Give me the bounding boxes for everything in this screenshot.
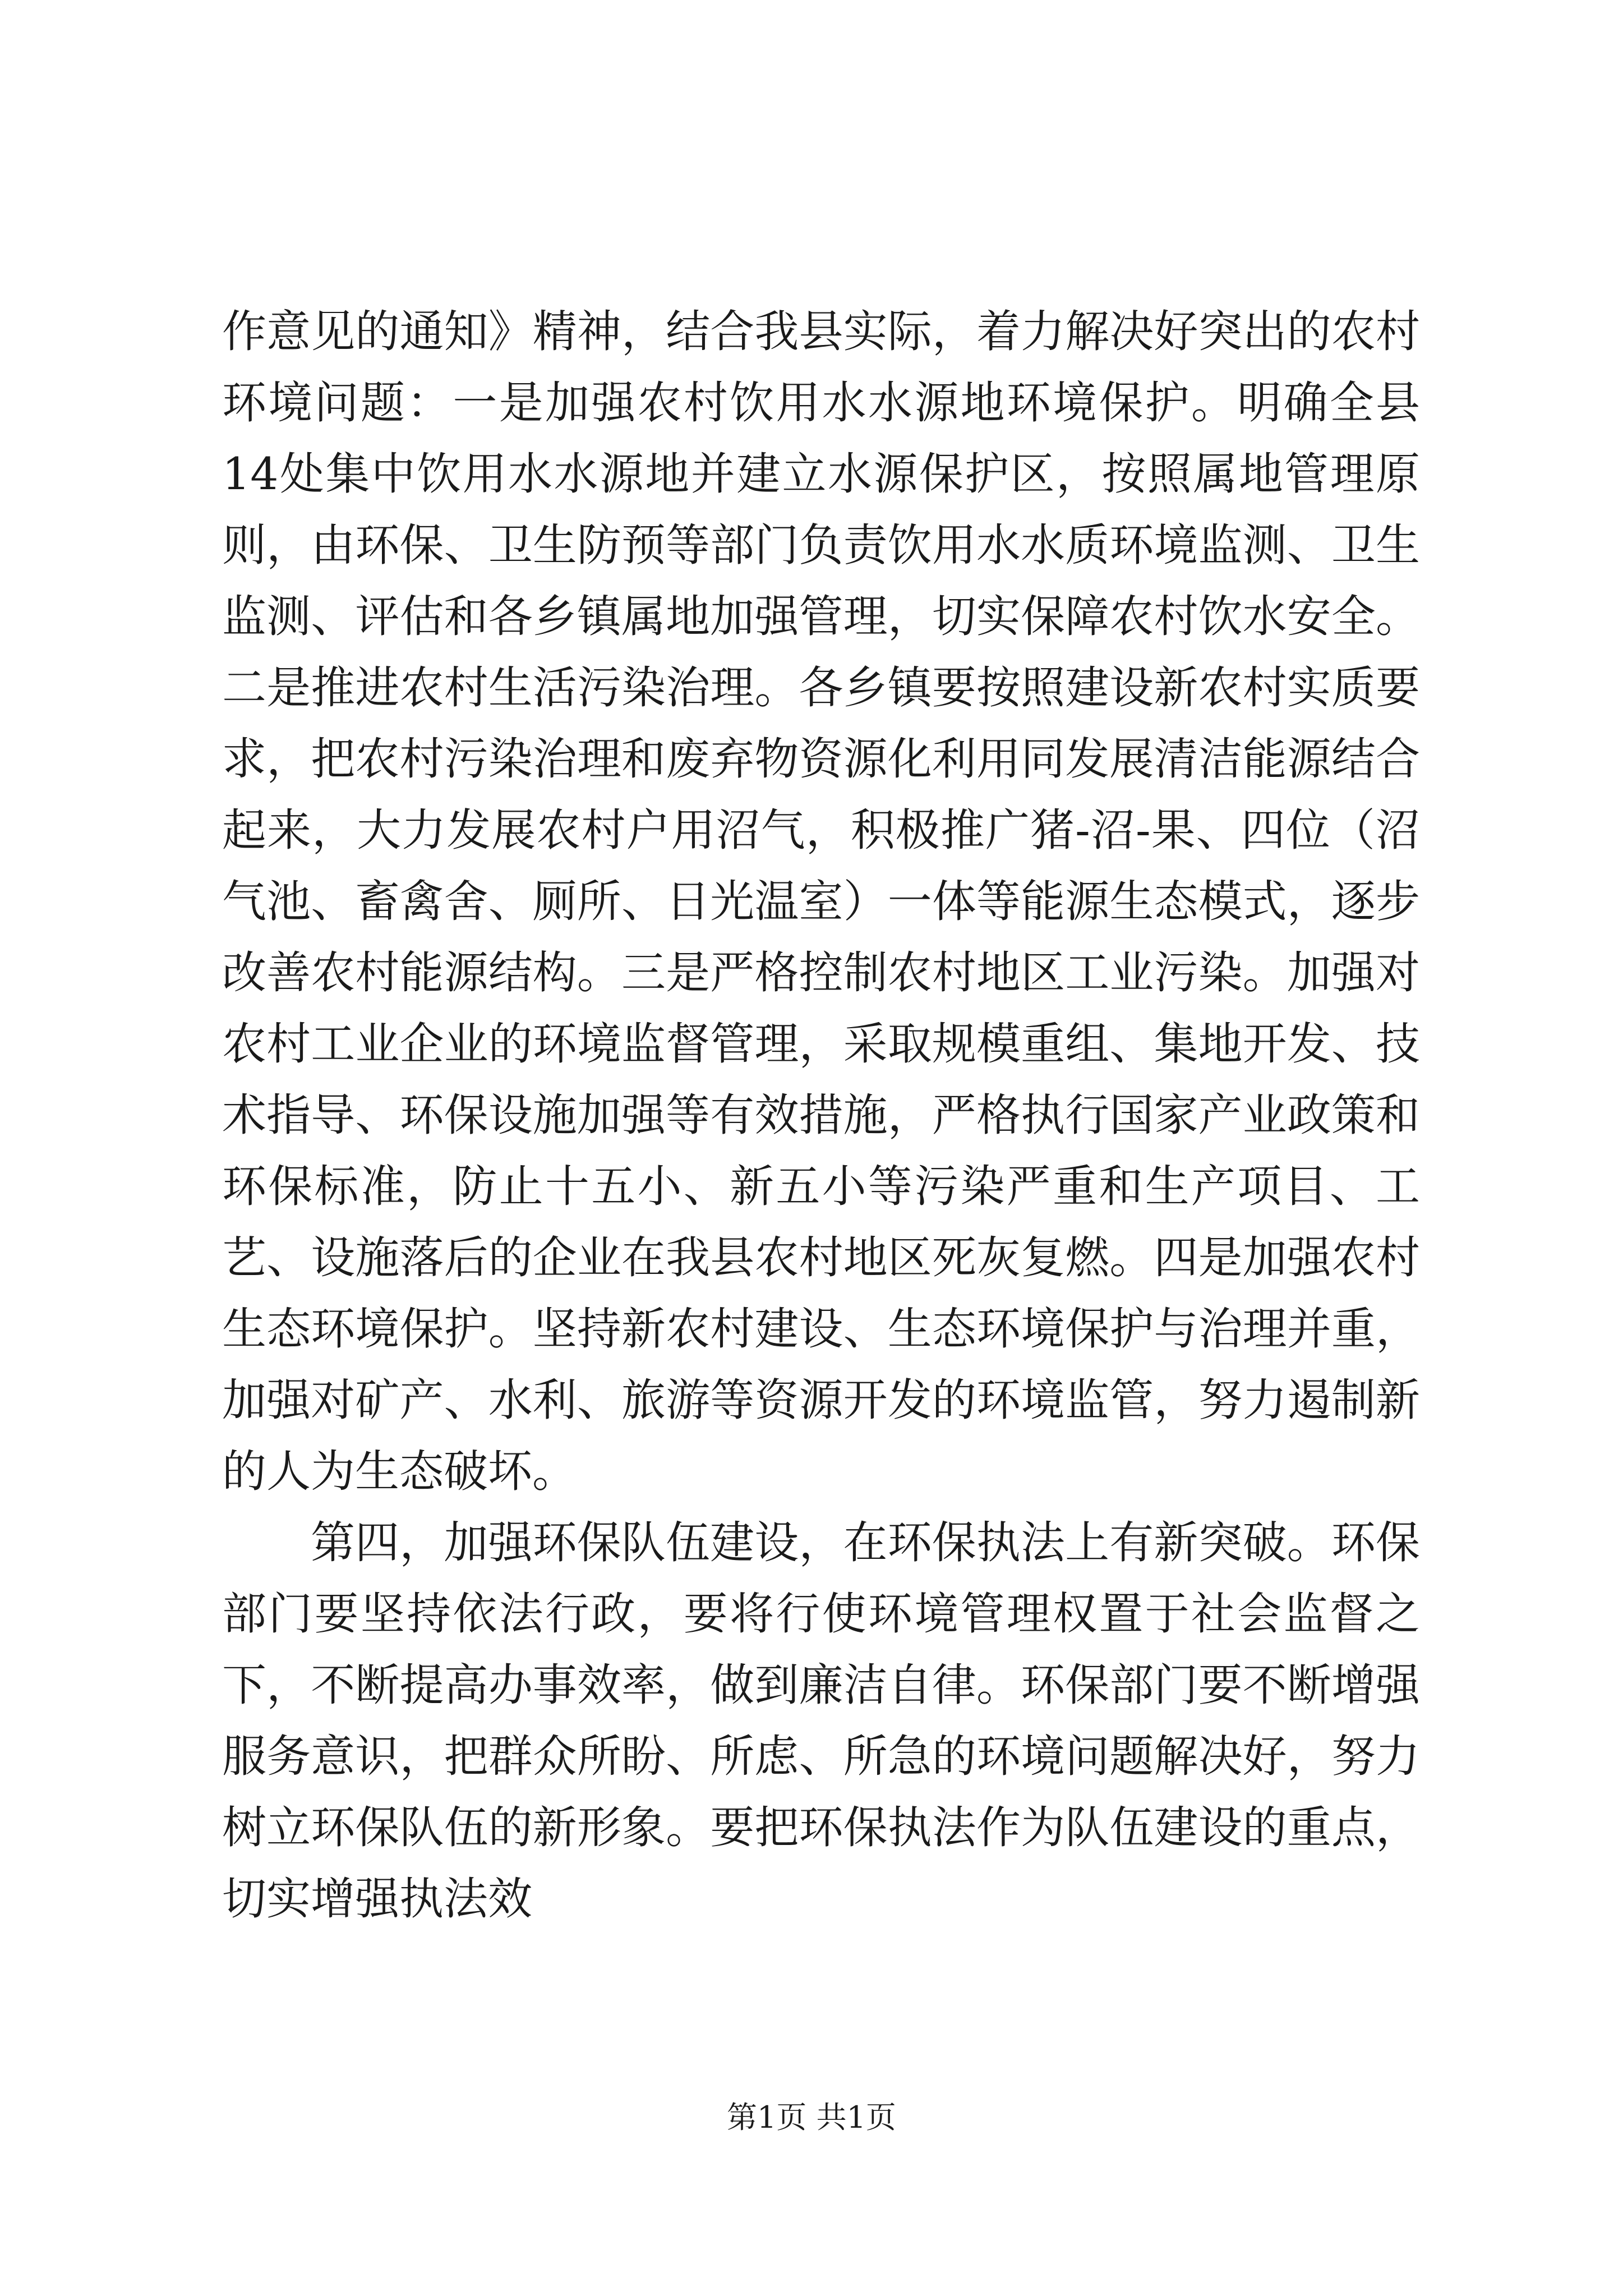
document-body — [222, 296, 1420, 1935]
paragraph-fourth-point: 第四，加强环保队伍建设，在环保执法上有新突破。环保部门要坚持依法行政，要将行使环境管理权置于社会监督之下，不断提高办事效率，做到廉洁自律。环保部门要不断增强服务意识，把群众所盼、所虑、所急的环境问题解决好，努力树立环保队伍的新形象。要把环保执法作为队伍建设的重点，切实增强执法效 — [222, 1517, 1420, 1925]
paragraph-continuation: 作意见的通知》精神，结合我县实际，着力解决好突出的农村环境问题：一是加强农村饮用水水源地环境保护。明确全县14处集中饮用水水源地并建立水源保护区，按照属地管理原则，由环保、卫生防预等部门负责饮用水水质环境监测、卫生监测、评估和各乡镇属地加强管理，切实保障农村饮水安全。二是推进农村生活污染治理。各乡镇要按照建设新农村实质要求，把农村污染治理和废弃物资源化利用同发展清洁能源结合起来，大力发展农村户用沼气，积极推广猪-沼-果、四位（沼气池、畜禽舍、厕所、日光温室）一体等能源生态模式，逐步改善农村能源结构。三是严格控制农村地区工业污染。加强对农村工业企业的环境监督管理，采取规模重组、集地开发、技术指导、环保设施加强等有效措施，严格执行国家产业政策和环保标准，防止十五小、新五小等污染严重和生产项目、工艺、设施落后的企业在我县农村地区死灰复燃。四是加强农村生态环境保护。坚持新农村建设、生态环境保护与治理并重，加强对矿产、水利、旅游等资源开发的环境监管，努力遏制新的人为生态破坏。 — [222, 306, 1420, 1497]
page-number-label: 第1页 共1页 — [727, 2100, 896, 2135]
page-footer — [0, 2098, 1623, 2137]
